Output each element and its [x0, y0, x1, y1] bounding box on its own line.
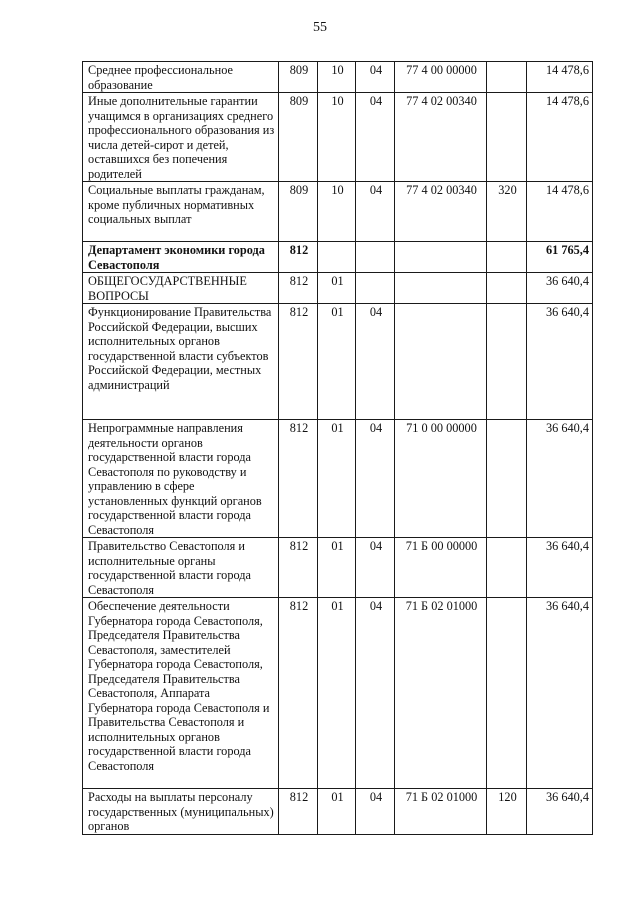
- subsection-code-cell: 04: [356, 420, 395, 538]
- expense-type-cell: [487, 273, 527, 304]
- amount-cell: 36 640,4: [527, 304, 593, 420]
- target-article-cell: 77 4 00 00000: [395, 62, 487, 93]
- subsection-code-cell: 04: [356, 182, 395, 242]
- section-code-cell: 01: [318, 598, 356, 789]
- amount-cell: 14 478,6: [527, 93, 593, 182]
- subsection-code-cell: 04: [356, 538, 395, 598]
- section-code-cell: 10: [318, 62, 356, 93]
- table-row: [83, 304, 593, 420]
- expense-name-cell: Функционирование Правительства Российской Федерации, высших исполнительных органов государственной власти субъектов Российской Федерации, местных администраций: [83, 304, 279, 420]
- budget-table: [82, 61, 593, 835]
- department-code-cell: 809: [279, 182, 318, 242]
- target-article-cell: 71 0 00 00000: [395, 420, 487, 538]
- table-row: [83, 789, 593, 835]
- table-row: [83, 62, 593, 93]
- department-code-cell: 809: [279, 62, 318, 93]
- expense-name-cell: Расходы на выплаты персоналу государственных (муниципальных) органов: [83, 789, 279, 835]
- expense-type-cell: [487, 62, 527, 93]
- amount-cell: 36 640,4: [527, 420, 593, 538]
- target-article-cell: 71 Б 02 01000: [395, 598, 487, 789]
- subsection-code-cell: 04: [356, 304, 395, 420]
- subsection-code-cell: 04: [356, 598, 395, 789]
- table-row: [83, 598, 593, 789]
- department-row: [83, 242, 593, 273]
- section-code-cell: 01: [318, 273, 356, 304]
- table-row: [83, 420, 593, 538]
- subsection-code-cell: 04: [356, 93, 395, 182]
- department-code-cell: 809: [279, 93, 318, 182]
- amount-cell: 36 640,4: [527, 538, 593, 598]
- section-code-cell: 01: [318, 538, 356, 598]
- amount-cell: 14 478,6: [527, 62, 593, 93]
- expense-type-cell: [487, 420, 527, 538]
- section-code-cell: [318, 242, 356, 273]
- expense-type-cell: [487, 304, 527, 420]
- table-row: [83, 182, 593, 242]
- section-code-cell: 10: [318, 93, 356, 182]
- expense-type-cell: [487, 598, 527, 789]
- department-code-cell: 812: [279, 273, 318, 304]
- subsection-code-cell: [356, 242, 395, 273]
- section-code-cell: 10: [318, 182, 356, 242]
- amount-cell: 36 640,4: [527, 789, 593, 835]
- expense-type-cell: 320: [487, 182, 527, 242]
- target-article-cell: [395, 242, 487, 273]
- subsection-code-cell: [356, 273, 395, 304]
- department-code-cell: 812: [279, 789, 318, 835]
- amount-cell: 36 640,4: [527, 598, 593, 789]
- expense-name-cell: Обеспечение деятельности Губернатора города Севастополя, Председателя Правительства Севастополя, заместителей Губернатора города Севастополя, Председателя Правительства Севастополя, Аппарата Губернатора города Севастополя и Правительства Севастополя и исполнительных органов государственной власти города Севастополя: [83, 598, 279, 789]
- amount-cell: 36 640,4: [527, 273, 593, 304]
- section-code-cell: 01: [318, 304, 356, 420]
- subsection-code-cell: 04: [356, 789, 395, 835]
- amount-cell: 14 478,6: [527, 182, 593, 242]
- expense-name-cell: Иные дополнительные гарантии учащимся в организациях среднего профессионального образования из числа детей-сирот и детей, оставшихся без попечения родителей: [83, 93, 279, 182]
- page-number: 55: [313, 20, 327, 35]
- target-article-cell: 71 Б 02 01000: [395, 789, 487, 835]
- target-article-cell: 71 Б 00 00000: [395, 538, 487, 598]
- expense-name-cell: Социальные выплаты гражданам, кроме публичных нормативных социальных выплат: [83, 182, 279, 242]
- department-code-cell: 812: [279, 304, 318, 420]
- expense-name-cell: Правительство Севастополя и исполнительные органы государственной власти города Севастополя: [83, 538, 279, 598]
- table-row: [83, 538, 593, 598]
- expense-type-cell: [487, 93, 527, 182]
- expense-type-cell: [487, 242, 527, 273]
- expense-name-cell: ОБЩЕГОСУДАРСТВЕННЫЕ ВОПРОСЫ: [83, 273, 279, 304]
- table-row: [83, 93, 593, 182]
- section-code-cell: 01: [318, 420, 356, 538]
- target-article-cell: [395, 273, 487, 304]
- expense-name-cell: Среднее профессиональное образование: [83, 62, 279, 93]
- department-code-cell: 812: [279, 598, 318, 789]
- department-name-cell: Департамент экономики города Севастополя: [83, 242, 279, 273]
- target-article-cell: 77 4 02 00340: [395, 182, 487, 242]
- subsection-code-cell: 04: [356, 62, 395, 93]
- target-article-cell: [395, 304, 487, 420]
- table-row: [83, 273, 593, 304]
- budget-table-body: [83, 62, 593, 835]
- target-article-cell: 77 4 02 00340: [395, 93, 487, 182]
- expense-type-cell: 120: [487, 789, 527, 835]
- department-code-cell: 812: [279, 420, 318, 538]
- department-code-cell: 812: [279, 538, 318, 598]
- department-code-cell: 812: [279, 242, 318, 273]
- section-code-cell: 01: [318, 789, 356, 835]
- expense-name-cell: Непрограммные направления деятельности органов государственной власти города Севастополя по руководству и управлению в сфере установленных функций органов государственной власти города Севастополя: [83, 420, 279, 538]
- amount-cell: 61 765,4: [527, 242, 593, 273]
- expense-type-cell: [487, 538, 527, 598]
